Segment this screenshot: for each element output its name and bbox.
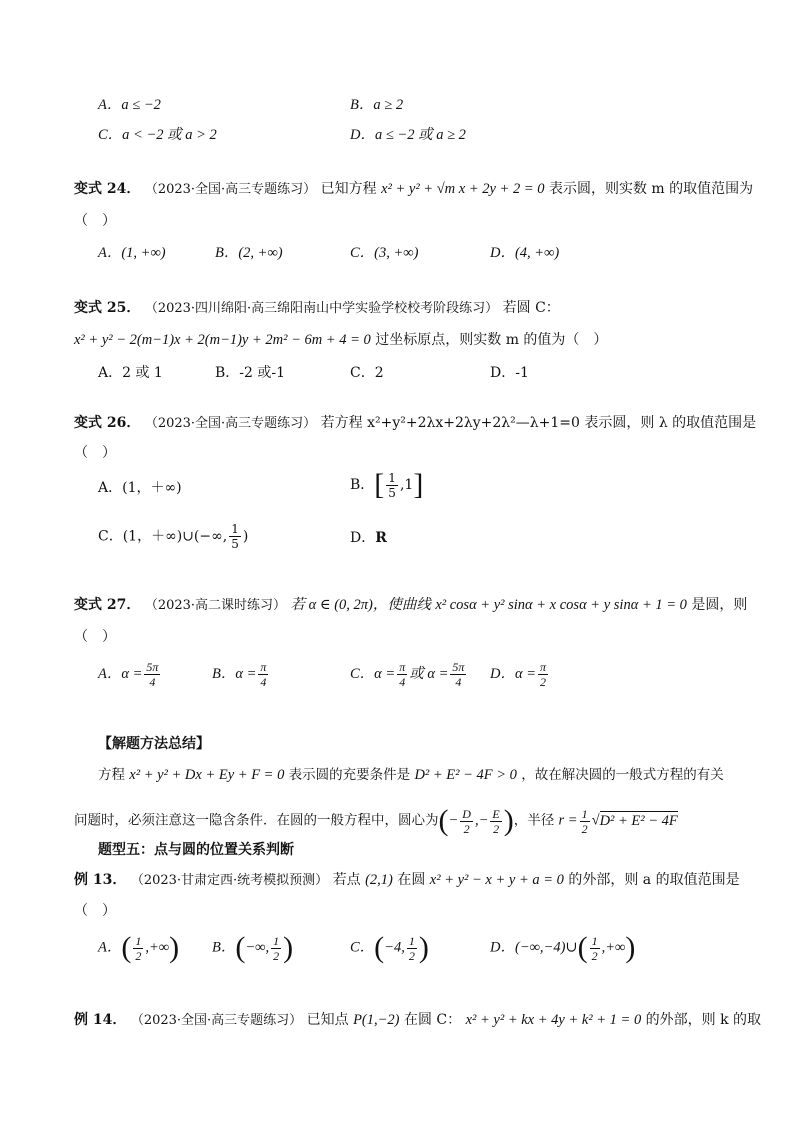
method-text: 方程 [98, 767, 125, 783]
question-text: 在圆 C： [403, 1012, 462, 1028]
question-24 [74, 182, 753, 197]
question-label: 例 13． [74, 872, 127, 888]
fraction-den: 2 [273, 948, 280, 963]
point: (2,1) [365, 872, 393, 888]
question-text: 已知点 [306, 1012, 349, 1028]
question-26 [74, 416, 756, 430]
method-text: 问题时，必须注意这一隐含条件．在圆的一般方程中，圆心为 [74, 812, 439, 829]
option-label: C．(1，＋∞)∪(−∞, [98, 528, 228, 545]
answer-paren: （ ） [74, 629, 116, 645]
option-a[interactable]: A．(1，＋∞) [98, 480, 182, 496]
question-25-line2 [74, 333, 607, 348]
section-title: 题型五：点与圆的位置关系判断 [98, 842, 294, 858]
question-25 [74, 301, 560, 315]
answer-paren: （ ） [74, 445, 116, 461]
condition: D² + E² − 4F > 0 [414, 767, 517, 783]
interval-end: 1 [404, 477, 414, 493]
option-d[interactable] [350, 531, 387, 545]
fraction-num: D [462, 806, 471, 821]
question-text: 若 α ∈ (0, 2π)，使曲线 [290, 597, 431, 613]
fraction-den: 2 [408, 948, 415, 963]
option-a[interactable]: A．a ≤ −2 [98, 97, 161, 113]
fraction-num: 5π [452, 660, 465, 674]
option-c[interactable]: C．(1，＋∞)∪(−∞, $\frac{1}{5}$ ) [98, 522, 249, 551]
option-label: D．α = [490, 665, 536, 682]
option-b[interactable]: B．[ $\frac{1}{5}$ ,1] [350, 468, 424, 501]
option-label: C． [350, 939, 375, 956]
option-or: 或 α = [409, 665, 449, 682]
question-text: 已知方程 [320, 181, 377, 197]
fraction-den: 4 [399, 675, 406, 689]
equation: x² + y² − x + y + a = 0 [429, 872, 564, 888]
question-text: 若点 [332, 872, 361, 888]
option-a[interactable]: A．(1, +∞) [98, 245, 166, 261]
question-label: 变式 27． [74, 597, 141, 613]
option-a[interactable] [98, 660, 162, 689]
question-label: 例 14． [74, 1012, 127, 1028]
option-d[interactable]: D．a ≤ −2 或 a ≥ 2 [350, 127, 466, 143]
question-text: 过坐标原点，则实数 m 的值为（ ） [375, 332, 608, 348]
equation: x² cosα + y² sinα + x cosα + y sinα + 1 = 0 [435, 597, 687, 613]
fraction-den: 5 [231, 537, 239, 551]
question-source: （2023·甘肃定西·统考模拟预测） [130, 873, 329, 888]
question-text: 若方程 x²+y²+2λx+2λy+2λ²—λ+1=0 表示圆，则 λ 的取值范围是 [320, 415, 757, 431]
equation: x² + y² + √m x + 2y + 2 = 0 [381, 181, 545, 197]
radius-label: r = [558, 812, 578, 829]
question-text: 的外部，则 a 的取值范围是 [568, 872, 740, 888]
option-label: C．α = [350, 665, 396, 682]
question-27 [74, 598, 747, 613]
question-text: 若圆 C： [502, 300, 560, 316]
method-line-1 [98, 768, 724, 783]
option-label: D． [490, 939, 515, 956]
option-b[interactable]: B．(2, +∞) [215, 245, 283, 261]
method-heading: 【解题方法总结】 [98, 736, 210, 752]
option-d[interactable]: D．(−∞,−4)∪( $\frac{1}{2}$ ,+∞) [490, 931, 636, 964]
fraction-num: 1 [273, 933, 280, 948]
equation: x² + y² + kx + 4y + k² + 1 = 0 [465, 1012, 642, 1028]
question-label: 变式 25． [74, 300, 141, 316]
answer-paren: （ ） [74, 213, 116, 229]
fraction-den: 4 [455, 675, 462, 689]
fraction-num: 5π [146, 660, 159, 674]
option-a[interactable]: A．2 或 1 [98, 365, 163, 381]
option-c[interactable]: C．(3, +∞) [350, 245, 419, 261]
interval-end: +∞ [605, 939, 626, 956]
option-label: B．α = [212, 665, 257, 682]
question-source: （2023·全国·高三专题练习） [144, 182, 317, 197]
question-text: 的外部，则 k 的取 [645, 1012, 762, 1028]
example-13 [74, 873, 740, 888]
option-c[interactable]: C．2 [350, 365, 384, 381]
point: P(1,−2) [353, 1012, 400, 1028]
option-value: R [375, 530, 387, 546]
fraction-den: 2 [591, 948, 598, 963]
fraction-den: 5 [388, 485, 396, 500]
interval-prefix: (−∞,−4)∪ [514, 939, 578, 956]
fraction-num: 1 [408, 933, 415, 948]
interval-start: −4 [384, 939, 402, 956]
fraction-num: π [260, 660, 267, 674]
fraction-den: 4 [149, 675, 156, 689]
fraction-num: 1 [591, 933, 598, 948]
answer-paren: （ ） [74, 903, 116, 919]
equation: x² + y² + Dx + Ey + F = 0 [129, 767, 285, 783]
question-source: （2023·四川绵阳·高三绵阳南山中学实验学校校考阶段练习） [144, 301, 499, 316]
method-text: ，半径 [513, 812, 555, 829]
option-c[interactable]: C．(−4, $\frac{1}{2}$ ) [350, 931, 429, 964]
option-label: A． [98, 939, 122, 956]
option-a[interactable]: A．( $\frac{1}{2}$ ,+∞) [98, 931, 180, 964]
option-d[interactable]: D．(4, +∞) [490, 245, 560, 261]
example-14 [74, 1013, 761, 1028]
option-label: B． [212, 939, 236, 956]
fraction-den: 2 [540, 675, 546, 689]
question-source: （2023·全国·高三专题练习） [144, 416, 317, 431]
option-d[interactable] [490, 660, 550, 689]
question-text: 是圆，则 [691, 597, 748, 613]
option-label: A．α = [98, 665, 143, 682]
interval-start: −∞ [245, 939, 266, 956]
question-label: 变式 24． [74, 181, 141, 197]
option-b[interactable] [212, 660, 270, 689]
sqrt-body: D² + E² − 4F [599, 812, 678, 829]
fraction-num: π [399, 660, 406, 674]
fraction-num: 1 [388, 470, 396, 485]
question-label: 变式 26． [74, 415, 141, 431]
fraction-num: 1 [581, 806, 588, 821]
option-c[interactable]: C．a < −2 或 a > 2 [98, 127, 217, 143]
option-b[interactable]: B．-2 或-1 [215, 365, 286, 381]
option-c[interactable] [350, 660, 468, 689]
question-text: 表示圆，则实数 m 的取值范围为 [548, 181, 754, 197]
option-d[interactable]: D．-1 [490, 365, 529, 381]
fraction-num: π [540, 660, 547, 674]
fraction-num: E [492, 806, 500, 821]
interval-end: +∞ [148, 939, 170, 956]
option-b[interactable]: B．a ≥ 2 [350, 97, 404, 113]
method-text: ，故在解决圆的一般式方程的有关 [521, 767, 724, 783]
fraction-num: 1 [135, 933, 142, 948]
equation: x² + y² − 2(m−1)x + 2(m−1)y + 2m² − 6m + 4 = 0 [74, 332, 371, 348]
option-label: D． [350, 530, 376, 546]
question-text: 在圆 [397, 872, 426, 888]
fraction-den: 2 [581, 821, 588, 836]
fraction-num: 1 [231, 522, 239, 536]
fraction-den: 2 [463, 821, 470, 836]
question-source: （2023·全国·高三专题练习） [130, 1013, 303, 1028]
method-line-2: 问题时，必须注意这一隐含条件．在圆的一般方程中，圆心为(− $\frac{D}{2}$ ,− $\frac{E}{2}$ )，半径 r = $\frac{1}{2}$ √D² + E² − 4F [74, 804, 678, 837]
method-text: 表示圆的充要条件是 [288, 767, 411, 783]
question-source: （2023·高二课时练习） [144, 598, 287, 613]
option-label: B． [350, 477, 375, 493]
option-b[interactable]: B．(−∞, $\frac{1}{2}$ ) [212, 931, 294, 964]
fraction-den: 2 [493, 821, 500, 836]
fraction-den: 2 [135, 948, 142, 963]
fraction-den: 4 [260, 675, 267, 689]
